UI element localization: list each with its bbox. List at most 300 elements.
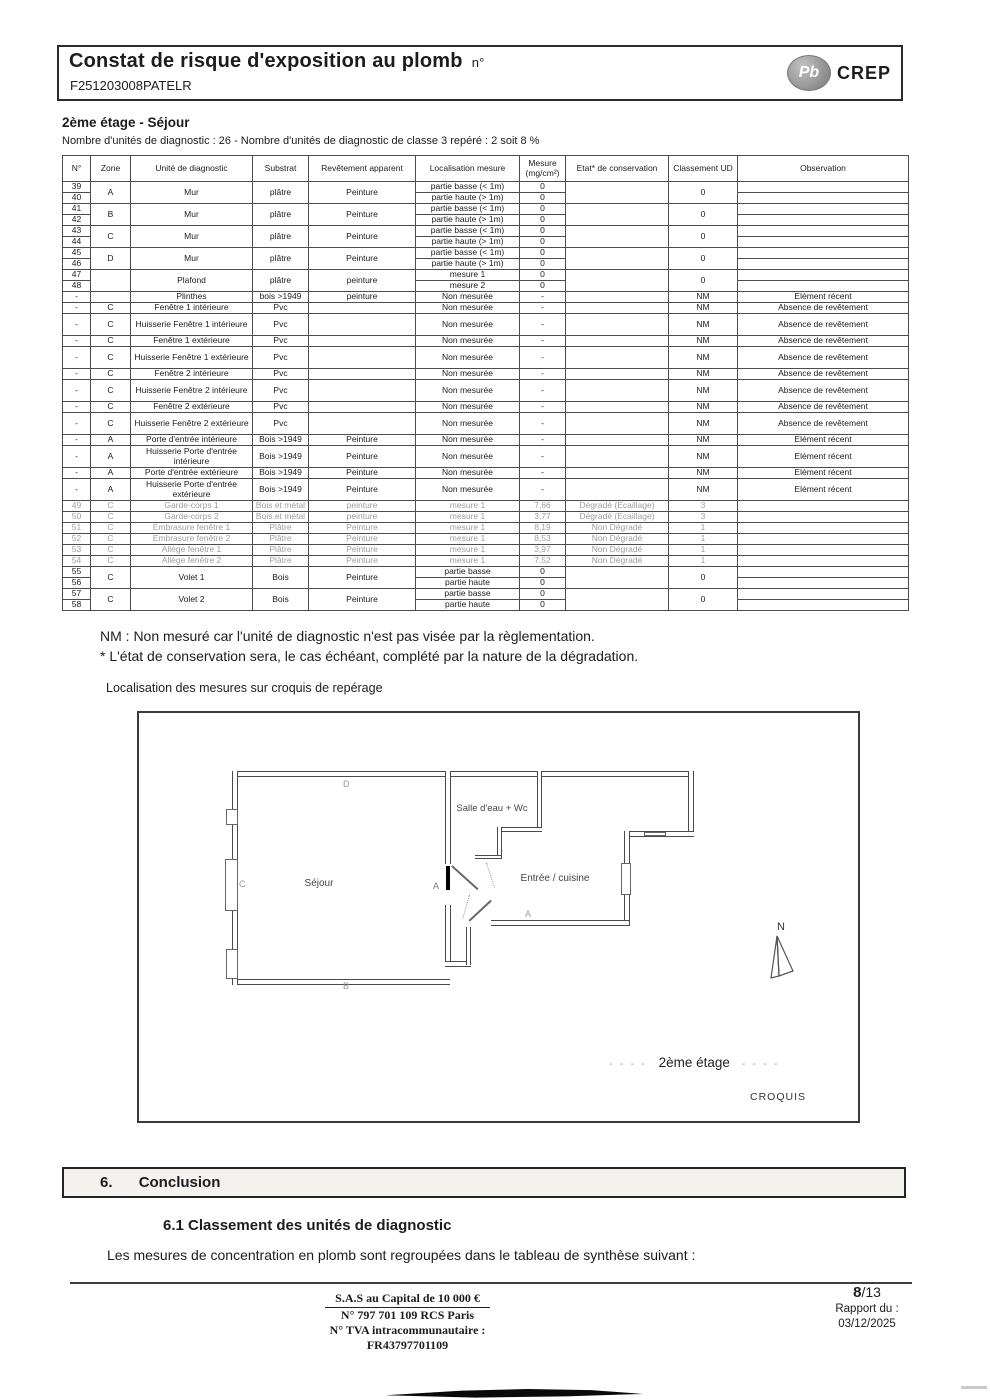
table-cell: Non mesurée [416,413,520,435]
table-row [63,270,909,281]
table-cell: NM [669,336,738,347]
table-cell: NM [669,303,738,314]
table-cell: mesure 1 [416,270,520,281]
footer-page-block [787,1284,947,1332]
table-cell: 0 [669,182,738,204]
table-cell: 56 [63,578,91,589]
table-cell: partie basse [416,589,520,600]
footer-tva: N° TVA intracommunautaire : FR43797701109 [329,1323,486,1352]
table-cell: Porte d'entrée intérieure [131,435,253,446]
table-cell: Pvc [253,369,309,380]
door-leaf-upper [451,865,478,890]
conclusion-subheading: 6.1 Classement des unités de diagnostic [163,1217,452,1234]
table-cell [566,336,669,347]
room-label-salle-eau: Salle d'eau + Wc [456,803,528,814]
table-cell: mesure 1 [416,556,520,567]
page-number: 8 [853,1284,862,1301]
table-cell: partie basse (< 1m) [416,182,520,193]
table-cell: Absence de revêtement [738,303,909,314]
table-cell: C [91,314,131,336]
table-cell: Pvc [253,413,309,435]
table-cell: Fenêtre 1 extérieure [131,336,253,347]
wall-jog-v [466,927,471,965]
table-cell: 53 [63,545,91,556]
table-cell: C [91,369,131,380]
window-left-2 [225,859,238,911]
column-header: Revêtement apparent [309,156,416,182]
table-cell: Non Dégradé [566,523,669,534]
conclusion-heading [62,1167,906,1198]
table-cell: Bois [253,567,309,589]
table-cell: - [520,303,566,314]
table-cell: Non mesurée [416,380,520,402]
table-cell: 7,66 [520,501,566,512]
table-cell: Peinture [309,435,416,446]
table-cell: A [91,435,131,446]
table-cell: - [520,446,566,468]
table-cell: 57 [63,589,91,600]
table-cell: 3 [669,501,738,512]
wall-salle-bottom [497,827,542,832]
table-cell: C [91,402,131,413]
report-date-label: Rapport du : [835,1303,899,1315]
room-label-entree-cuisine: Entrée / cuisine [520,873,590,884]
table-cell: Garde-corps 1 [131,501,253,512]
report-date: 03/12/2025 [838,1318,896,1330]
table-cell: Embrasure fenêtre 1 [131,523,253,534]
table-cell: Huisserie Fenêtre 2 intérieure [131,380,253,402]
footer-capital: S.A.S au Capital de 10 000 € [325,1291,490,1308]
floor-plan-sketch [137,711,860,1123]
table-row [63,347,909,369]
table-cell: Peinture [309,589,416,611]
table-cell [738,204,909,215]
table-cell: Peinture [309,204,416,226]
table-cell: Non mesurée [416,336,520,347]
table-cell: A [91,182,131,204]
table-cell: 43 [63,226,91,237]
table-cell: Non mesurée [416,435,520,446]
table-cell: - [520,347,566,369]
table-cell: 49 [63,501,91,512]
table-cell: partie basse [416,567,520,578]
table-cell: mesure 1 [416,501,520,512]
table-cell: bois >1949 [253,292,309,303]
sketch-caption: Localisation des mesures sur croquis de repérage [106,681,383,695]
door-leaf-lower [468,900,491,922]
table-cell: Volet 2 [131,589,253,611]
table-cell: 0 [669,248,738,270]
column-header: Zone [91,156,131,182]
table-row [63,248,909,259]
table-row [63,468,909,479]
table-cell: Plinthes [131,292,253,303]
wall-letter-a2: A [525,909,532,919]
table-cell: - [63,380,91,402]
table-cell: - [63,479,91,501]
table-cell: - [63,303,91,314]
table-cell: NM [669,479,738,501]
table-cell: - [63,468,91,479]
table-cell: 46 [63,259,91,270]
table-row [63,336,909,347]
room-label-sejour: Séjour [304,878,334,889]
wall-top [232,771,694,777]
table-cell: 54 [63,556,91,567]
table-cell: 0 [520,215,566,226]
table-cell: Plâtre [253,523,309,534]
table-cell: - [520,369,566,380]
table-cell: 0 [520,281,566,292]
column-header: Unité de diagnostic [131,156,253,182]
table-cell: C [91,303,131,314]
wall-letter-b: B [343,981,350,991]
table-cell: peinture [309,270,416,292]
table-cell: NM [669,402,738,413]
table-cell: partie basse (< 1m) [416,248,520,259]
table-cell: Non mesurée [416,402,520,413]
table-cell [566,347,669,369]
table-cell: plâtre [253,182,309,204]
table-cell: Peinture [309,567,416,589]
table-cell: - [520,435,566,446]
table-cell: 0 [520,270,566,281]
table-cell: 58 [63,600,91,611]
wall-letter-a: A [433,881,440,891]
table-cell: C [91,347,131,369]
table-cell: 55 [63,567,91,578]
table-cell: Peinture [309,534,416,545]
table-cell [566,479,669,501]
table-cell: NM [669,314,738,336]
table-cell: C [91,523,131,534]
table-cell: plâtre [253,204,309,226]
table-cell: Absence de revêtement [738,380,909,402]
wall-partition-lower [445,905,451,965]
table-cell: NM [669,435,738,446]
table-cell: - [520,468,566,479]
table-cell: A [91,479,131,501]
table-cell [738,545,909,556]
table-cell: Non mesurée [416,314,520,336]
table-cell: 0 [520,567,566,578]
column-header: Etat* de conservation [566,156,669,182]
table-cell: Embrasure fenêtre 2 [131,534,253,545]
table-cell: Absence de revêtement [738,369,909,380]
table-cell: 47 [63,270,91,281]
table-cell: partie haute [416,600,520,611]
table-row [63,402,909,413]
table-cell: mesure 2 [416,281,520,292]
sketch-legend [609,1055,780,1070]
table-cell: Huisserie Fenêtre 1 intérieure [131,314,253,336]
table-cell: 50 [63,512,91,523]
table-cell: Peinture [309,248,416,270]
table-cell: Huisserie Fenêtre 1 extérieure [131,347,253,369]
table-cell: Non mesurée [416,292,520,303]
table-cell: 1 [669,534,738,545]
table-cell [738,281,909,292]
table-cell: 0 [669,567,738,589]
table-cell: B [91,204,131,226]
table-cell: 8,53 [520,534,566,545]
table-cell: NM [669,347,738,369]
table-cell: partie haute (> 1m) [416,259,520,270]
table-cell: 0 [669,204,738,226]
table-cell: peinture [309,501,416,512]
table-cell: Allège fenêtre 2 [131,556,253,567]
table-cell [566,226,669,248]
column-header: Mesure (mg/cm²) [520,156,566,182]
table-cell [566,182,669,204]
table-cell: Plâtre [253,534,309,545]
table-cell: - [520,314,566,336]
table-cell: peinture [309,512,416,523]
table-cell [309,402,416,413]
table-row [63,226,909,237]
table-row [63,182,909,193]
table-cell [309,347,416,369]
table-cell: 40 [63,193,91,204]
table-cell: Bois [253,589,309,611]
table-cell: Huisserie Porte d'entrée extérieure [131,479,253,501]
table-cell: 0 [669,589,738,611]
table-cell: - [63,336,91,347]
table-cell: Huisserie Fenêtre 2 extérieure [131,413,253,435]
table-cell: mesure 1 [416,523,520,534]
window-left-1 [226,809,238,825]
table-cell: Peinture [309,468,416,479]
table-cell [566,435,669,446]
table-cell [738,556,909,567]
table-cell [309,413,416,435]
wall-right-upper [688,771,694,837]
report-number-label: n° [471,55,485,70]
table-cell: Mur [131,226,253,248]
table-cell: Non mesurée [416,468,520,479]
table-cell: C [91,226,131,248]
table-cell: - [63,292,91,303]
table-cell: Plâtre [253,556,309,567]
table-cell [738,501,909,512]
table-cell: partie haute (> 1m) [416,237,520,248]
table-cell: mesure 1 [416,545,520,556]
table-row [63,369,909,380]
table-cell: 0 [520,600,566,611]
table-cell: Pvc [253,347,309,369]
table-cell [309,303,416,314]
legend-floor-label: 2ème étage [658,1055,730,1070]
table-cell [309,336,416,347]
table-row [63,523,909,534]
table-cell: Bois >1949 [253,468,309,479]
window-right [621,863,631,895]
table-cell: Bois et métal [253,512,309,523]
note-etat: * L'état de conservation sera, le cas échéant, complété par la nature de la dégradation. [100,648,639,664]
pb-lead-icon [787,55,831,91]
table-cell: A [91,468,131,479]
column-header: Localisation mesure [416,156,520,182]
table-cell: mesure 1 [416,512,520,523]
table-cell [566,567,669,589]
table-cell: - [520,380,566,402]
table-cell: 1 [669,545,738,556]
table-cell: 3 [669,512,738,523]
column-header: Classement UD [669,156,738,182]
table-cell: Dégradé (Ecaillage) [566,501,669,512]
wall-letter-d: D [343,779,350,789]
table-cell: 3,97 [520,545,566,556]
table-cell: C [91,380,131,402]
table-cell [738,215,909,226]
table-cell: Bois >1949 [253,435,309,446]
table-cell: Volet 1 [131,567,253,589]
table-cell: 0 [520,578,566,589]
table-cell [738,259,909,270]
north-indicator [761,921,801,988]
table-cell: Absence de revêtement [738,336,909,347]
report-header [57,45,903,101]
table-row [63,512,909,523]
table-row [63,292,909,303]
table-cell: Non mesurée [416,446,520,468]
table-cell: mesure 1 [416,534,520,545]
table-cell: Absence de revêtement [738,314,909,336]
table-row [63,534,909,545]
table-cell: plâtre [253,248,309,270]
table-cell: partie haute [416,578,520,589]
table-cell: Non Dégradé [566,545,669,556]
table-cell: - [63,402,91,413]
footer-company-block [295,1291,520,1353]
table-row [63,303,909,314]
table-cell: - [520,413,566,435]
crep-logo [787,55,891,91]
table-cell: Pvc [253,380,309,402]
table-cell: peinture [309,292,416,303]
table-cell: Elément récent [738,292,909,303]
table-cell: Fenêtre 2 intérieure [131,369,253,380]
wall-salle-step-h [475,855,501,859]
table-cell: - [63,413,91,435]
table-cell [566,589,669,611]
diagnostic-table-wrap [62,155,909,611]
report-reference: F251203008PATELR [70,78,192,93]
table-cell: - [520,479,566,501]
crep-logo-text: CREP [836,62,891,83]
scan-artifact-smudge [385,1389,643,1398]
table-cell: partie basse (< 1m) [416,204,520,215]
table-cell [738,182,909,193]
table-cell: Peinture [309,523,416,534]
table-cell: Bois >1949 [253,446,309,468]
diagnostic-table [62,155,909,611]
table-row [63,556,909,567]
table-cell [738,193,909,204]
table-cell: 44 [63,237,91,248]
table-cell: Porte d'entrée extérieure [131,468,253,479]
table-cell: partie basse (< 1m) [416,226,520,237]
table-cell: Peinture [309,226,416,248]
table-cell: 0 [520,193,566,204]
table-cell: Fenêtre 1 intérieure [131,303,253,314]
wall-sejour-bottom [232,979,450,985]
pb-symbol: Pb [798,64,820,81]
report-title [69,50,485,73]
table-cell: 0 [669,270,738,292]
wall-salle-right [537,771,542,831]
table-cell [566,204,669,226]
table-cell: Non mesurée [416,347,520,369]
table-cell: Pvc [253,314,309,336]
table-cell: Non mesurée [416,303,520,314]
table-cell: Elément récent [738,479,909,501]
table-cell: - [63,314,91,336]
table-row [63,446,909,468]
table-cell: Bois et métal [253,501,309,512]
column-header: Substrat [253,156,309,182]
table-cell: Bois >1949 [253,479,309,501]
table-cell: - [520,402,566,413]
note-nm: NM : Non mesuré car l'unité de diagnostic n'est pas visée par la règlementation. [100,628,595,644]
table-cell: Elément récent [738,446,909,468]
footer-rule [70,1282,912,1284]
table-cell: 0 [520,589,566,600]
scan-artifact-dash [961,1386,987,1389]
legend-dash-right: - - - - [741,1058,780,1070]
table-cell: 45 [63,248,91,259]
table-cell: C [91,545,131,556]
table-cell [566,380,669,402]
table-cell: - [520,336,566,347]
conclusion-title: Conclusion [138,1174,221,1191]
table-cell: Elément récent [738,435,909,446]
table-cell [566,369,669,380]
table-cell: Huisserie Porte d'entrée intérieure [131,446,253,468]
table-cell: 52 [63,534,91,545]
table-cell [738,578,909,589]
table-row [63,314,909,336]
table-cell [738,248,909,259]
table-cell: Plafond [131,270,253,292]
table-cell: 8,19 [520,523,566,534]
table-cell: 7,52 [520,556,566,567]
table-cell: Non mesurée [416,479,520,501]
table-cell: Absence de revêtement [738,413,909,435]
table-cell: C [91,413,131,435]
table-cell: C [91,589,131,611]
wall-partition-upper [445,771,451,864]
table-row [63,435,909,446]
table-cell: C [91,336,131,347]
table-cell: Elément récent [738,468,909,479]
table-cell: - [63,446,91,468]
table-cell: Mur [131,248,253,270]
table-cell: Pvc [253,336,309,347]
column-header: Observation [738,156,909,182]
table-cell [566,248,669,270]
table-cell [309,380,416,402]
table-cell: Peinture [309,556,416,567]
table-cell: partie haute (> 1m) [416,215,520,226]
table-cell [566,303,669,314]
report-title-text: Constat de risque d'exposition au plomb [69,50,463,72]
table-cell: Fenêtre 2 extérieure [131,402,253,413]
table-cell [309,369,416,380]
table-cell: partie haute (> 1m) [416,193,520,204]
table-cell: 1 [669,523,738,534]
table-cell: Absence de revêtement [738,402,909,413]
